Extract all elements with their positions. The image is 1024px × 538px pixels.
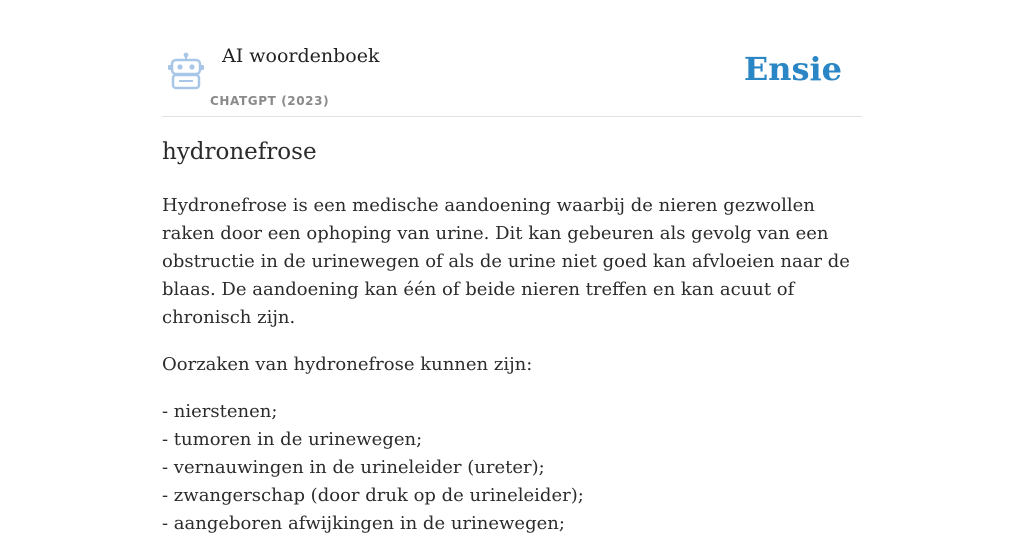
- entry-term: hydronefrose: [162, 139, 317, 165]
- brand-logo[interactable]: Ensie: [743, 50, 842, 88]
- source-label: CHATGPT (2023): [210, 94, 330, 108]
- dictionary-title: AI woordenboek: [222, 45, 380, 67]
- list-item: - vernauwingen in de urineleider (ureter);: [162, 457, 545, 478]
- definition-body: [162, 192, 862, 538]
- header: [162, 0, 862, 117]
- robot-icon: [166, 52, 206, 90]
- causes-heading: Oorzaken van hydronefrose kunnen zijn:: [162, 354, 533, 375]
- list-item: - zwangerschap (door druk op de urineleider);: [162, 485, 584, 506]
- entry-page: [162, 0, 862, 534]
- list-item: - nierstenen;: [162, 401, 278, 422]
- causes-list: [162, 398, 862, 538]
- definition-paragraph: Hydronefrose is een medische aandoening waarbij de nieren gezwollen raken door een ophoping van urine. Dit kan gebeuren als gevolg van een obstructie in de urinewegen of als de urine niet goed kan afvloeien naar de blaas. De aandoening kan één of beide nieren treffen en kan acuut of chronisch zijn.: [162, 195, 850, 328]
- list-item: - aangeboren afwijkingen in de urinewegen;: [162, 513, 565, 534]
- list-item: - tumoren in de urinewegen;: [162, 429, 423, 450]
